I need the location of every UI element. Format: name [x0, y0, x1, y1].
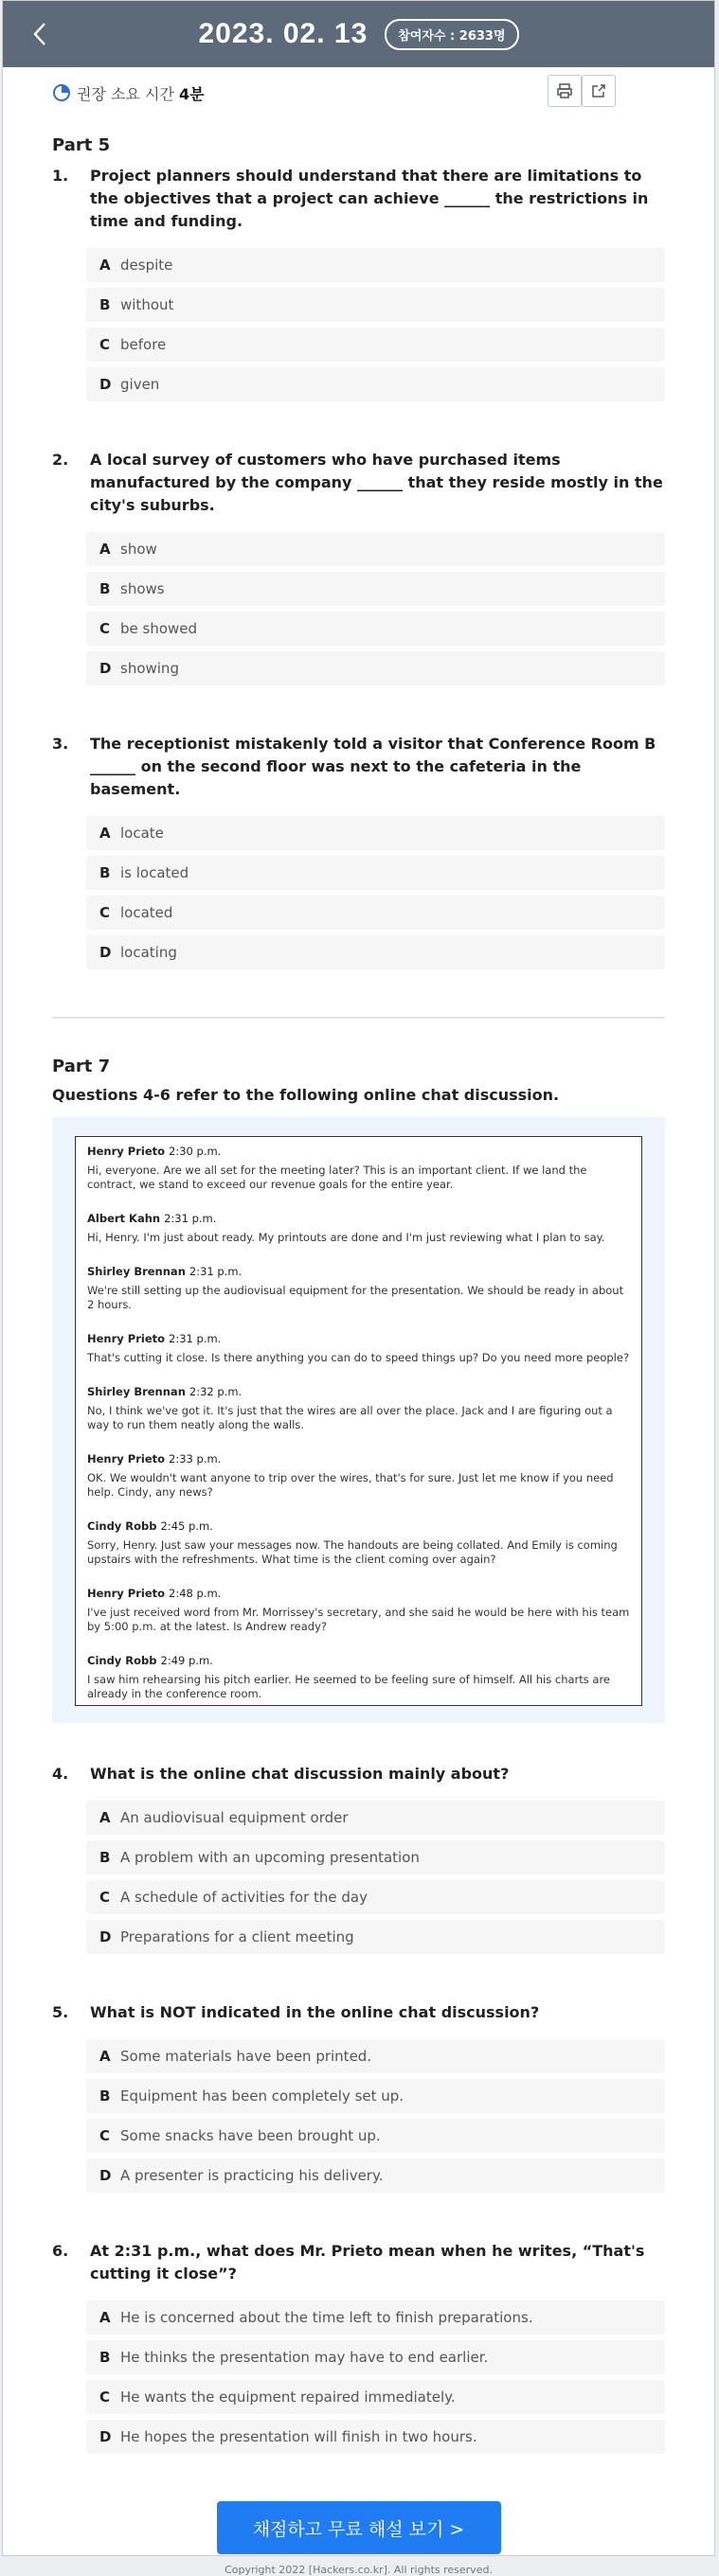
option-letter: C: [99, 2389, 111, 2406]
part5-title: Part 5: [52, 135, 111, 155]
option-text: locate: [120, 825, 164, 842]
chat-sender: [87, 1519, 630, 1534]
option-text: He wants the equipment repaired immediately.: [120, 2389, 456, 2406]
option-text: showing: [120, 660, 179, 677]
option-letter: C: [99, 336, 111, 353]
back-button[interactable]: [24, 15, 56, 53]
message-time: 2:31 p.m.: [189, 1265, 243, 1278]
option-text: located: [120, 904, 173, 921]
question-body: Project planners should understand that there are limitations to the objectives that a project can achieve ______ the restrictions in time and funding.: [90, 167, 649, 230]
sender-name: Henry Prieto: [87, 1452, 166, 1466]
chat-message: [87, 1587, 630, 1634]
chat-sender: [87, 1654, 630, 1668]
message-text: No, I think we've got it. It's just that the wires are all over the place. Jack and I are figuring out a way to run them neatly along the walls.: [87, 1404, 613, 1431]
option-c[interactable]: [86, 896, 665, 930]
question-text: [52, 2240, 665, 2285]
sender-name: Shirley Brennan: [87, 1265, 186, 1278]
sender-name: Henry Prieto: [87, 1587, 166, 1600]
message-time: 2:32 p.m.: [189, 1385, 243, 1398]
question-text: [52, 449, 665, 517]
message-text: We're still setting up the audiovisual equipment for the presentation. We should be ready in about 2 hours.: [87, 1284, 624, 1311]
chat-message: [87, 1332, 630, 1365]
option-text: He is concerned about the time left to finish preparations.: [120, 2309, 533, 2326]
question-2: [52, 449, 665, 685]
option-letter: D: [99, 1928, 112, 1945]
question-text: [52, 165, 665, 233]
option-d[interactable]: [86, 2420, 665, 2454]
question-1: [52, 165, 665, 401]
option-letter: D: [99, 944, 112, 961]
chat-message: [87, 1145, 630, 1192]
option-letter: C: [99, 620, 111, 637]
option-b[interactable]: [86, 856, 665, 890]
option-text: be showed: [120, 620, 198, 637]
option-text: A presenter is practicing his delivery.: [120, 2167, 384, 2184]
share-icon: [590, 82, 607, 99]
message-time: 2:49 p.m.: [160, 1654, 213, 1667]
question-number: 4.: [52, 1765, 69, 1783]
option-text: Some materials have been printed.: [120, 2048, 372, 2065]
header-bar: [3, 1, 714, 67]
chat-message: [87, 1452, 630, 1500]
question-body: What is NOT indicated in the online chat discussion?: [90, 2003, 540, 2021]
message-time: 2:31 p.m.: [169, 1332, 222, 1345]
option-b[interactable]: [86, 1840, 665, 1874]
option-text: is located: [120, 864, 189, 881]
question-text: [52, 1763, 665, 1785]
option-text: Some snacks have been brought up.: [120, 2127, 381, 2144]
chat-message: [87, 1519, 630, 1567]
sender-name: Albert Kahn: [87, 1212, 161, 1225]
question-body: At 2:31 p.m., what does Mr. Prieto mean when he writes, “That's cutting it close”?: [90, 2242, 645, 2283]
option-c[interactable]: [86, 2119, 665, 2153]
option-a[interactable]: [86, 248, 665, 282]
message-time: 2:31 p.m.: [164, 1212, 217, 1225]
option-d[interactable]: [86, 2159, 665, 2193]
question-3: [52, 733, 665, 969]
chat-message: [87, 1654, 630, 1701]
option-b[interactable]: [86, 572, 665, 606]
option-text: An audiovisual equipment order: [120, 1809, 349, 1826]
option-letter: A: [99, 1809, 111, 1826]
option-letter: D: [99, 660, 112, 677]
message-text: That's cutting it close. Is there anything you can do to speed things up? Do you need more people?: [87, 1351, 630, 1364]
message-text: Hi, everyone. Are we all set for the meeting later? This is an important client. If we land the contract, we stand to exceed our revenue goals for the entire year.: [87, 1164, 587, 1191]
chat-message: [87, 1212, 630, 1245]
option-b[interactable]: [86, 288, 665, 322]
chat-sender: [87, 1385, 630, 1399]
option-letter: A: [99, 2309, 111, 2326]
option-d[interactable]: [86, 367, 665, 401]
part7-direction: Questions 4-6 refer to the following online chat discussion.: [52, 1086, 560, 1104]
option-letter: C: [99, 904, 111, 921]
option-letter: D: [99, 2428, 112, 2445]
option-text: without: [120, 296, 174, 313]
question-6: [52, 2240, 665, 2454]
recommended-time: 권장 소요 시간 4분: [77, 84, 205, 103]
option-letter: A: [99, 257, 111, 274]
option-text: Preparations for a client meeting: [120, 1928, 354, 1945]
chevron-left-icon: [31, 22, 48, 46]
chat-message: [87, 1265, 630, 1312]
option-a[interactable]: [86, 816, 665, 850]
question-body: What is the online chat discussion mainly about?: [90, 1765, 510, 1783]
option-a[interactable]: [86, 1801, 665, 1835]
option-letter: B: [99, 580, 111, 597]
question-number: 6.: [52, 2242, 69, 2260]
message-text: I saw him rehearsing his pitch earlier. He seemed to be feeling sure of himself. All his charts are already in the conference room.: [87, 1673, 611, 1700]
print-button[interactable]: [548, 75, 582, 107]
option-text: He thinks the presentation may have to end earlier.: [120, 2349, 489, 2366]
sender-name: Cindy Robb: [87, 1519, 157, 1533]
timer-icon: [52, 83, 71, 102]
option-text: shows: [120, 580, 165, 597]
date-title: 2023. 02. 13: [198, 18, 368, 49]
chat-sender: [87, 1265, 630, 1279]
question-body: The receptionist mistakenly told a visitor that Conference Room B ______ on the second floor was next to the cafeteria in the basement.: [90, 735, 656, 798]
message-time: 2:33 p.m.: [169, 1452, 222, 1466]
recommended-time-row: [52, 67, 665, 118]
option-b[interactable]: [86, 2079, 665, 2113]
quiz-frame: [2, 0, 715, 2576]
option-letter: A: [99, 2048, 111, 2065]
sender-name: Shirley Brennan: [87, 1385, 186, 1398]
chat-sender: [87, 1452, 630, 1466]
chat-sender: [87, 1587, 630, 1601]
question-number: 5.: [52, 2003, 69, 2021]
option-text: He hopes the presentation will finish in two hours.: [120, 2428, 477, 2445]
question-5: [52, 2001, 665, 2193]
passage-container: [52, 1117, 665, 1723]
message-time: 2:45 p.m.: [160, 1519, 213, 1533]
option-d[interactable]: [86, 651, 665, 685]
option-text: despite: [120, 257, 173, 274]
message-text: Hi, Henry. I'm just about ready. My printouts are done and I'm just reviewing what I plan to say.: [87, 1231, 605, 1244]
option-a[interactable]: [86, 2301, 665, 2335]
question-number: 3.: [52, 735, 69, 753]
option-letter: B: [99, 2349, 111, 2366]
option-letter: B: [99, 1849, 111, 1866]
option-a[interactable]: [86, 2039, 665, 2073]
option-letter: D: [99, 376, 112, 393]
submit-button[interactable]: 채점하고 무료 해설 보기 >: [217, 2501, 501, 2554]
option-letter: D: [99, 2167, 112, 2184]
question-text: [52, 733, 665, 801]
print-icon: [556, 82, 573, 99]
message-text: I've just received word from Mr. Morrissey's secretary, and she said he would be here with his team by 5:00 p.m. at the latest. Is Andrew ready?: [87, 1606, 630, 1633]
part7-title: Part 7: [52, 1057, 111, 1076]
option-d[interactable]: [86, 935, 665, 969]
option-letter: C: [99, 2127, 111, 2144]
option-letter: B: [99, 864, 111, 881]
option-a[interactable]: [86, 532, 665, 566]
option-letter: B: [99, 296, 111, 313]
question-number: 1.: [52, 167, 69, 185]
chat-sender: [87, 1332, 630, 1346]
option-text: locating: [120, 944, 177, 961]
option-d[interactable]: [86, 1920, 665, 1954]
question-body: A local survey of customers who have purchased items manufactured by the company ______ that they reside mostly in the city's suburbs.: [90, 451, 663, 514]
chat-sender: [87, 1212, 630, 1226]
sender-name: Cindy Robb: [87, 1654, 157, 1667]
option-text: Equipment has been completely set up.: [120, 2087, 404, 2105]
option-text: A problem with an upcoming presentation: [120, 1849, 420, 1866]
option-c[interactable]: [86, 2380, 665, 2414]
share-button[interactable]: [582, 75, 616, 107]
option-letter: A: [99, 541, 111, 558]
question-4: [52, 1763, 665, 1954]
message-text: Sorry, Henry. Just saw your messages now. The handouts are being collated. And Emily is coming upstairs with the refreshments. What time is the client coming over again?: [87, 1538, 618, 1566]
participant-count-badge: 참여자수 : 2633명: [385, 19, 518, 50]
chat-passage: [75, 1136, 642, 1706]
chat-message: [87, 1385, 630, 1432]
option-letter: C: [99, 1889, 111, 1906]
option-b[interactable]: [86, 2340, 665, 2374]
message-time: 2:30 p.m.: [169, 1145, 222, 1158]
option-c[interactable]: [86, 1880, 665, 1914]
chat-sender: [87, 1145, 630, 1159]
message-text: OK. We wouldn't want anyone to trip over the wires, that's for sure. Just let me know if you need help. Cindy, any news?: [87, 1471, 614, 1499]
copyright: Copyright 2022 [Hackers.co.kr]. All rights reserved.: [225, 2564, 493, 2576]
option-text: show: [120, 541, 157, 558]
option-text: before: [120, 336, 167, 353]
question-text: [52, 2001, 665, 2024]
option-letter: A: [99, 825, 111, 842]
option-text: given: [120, 376, 160, 393]
option-text: A schedule of activities for the day: [120, 1889, 368, 1906]
option-letter: B: [99, 2087, 111, 2105]
option-c[interactable]: [86, 612, 665, 646]
question-number: 2.: [52, 451, 69, 469]
section-divider: [52, 1017, 665, 1019]
sender-name: Henry Prieto: [87, 1332, 166, 1345]
sender-name: Henry Prieto: [87, 1145, 166, 1158]
option-c[interactable]: [86, 328, 665, 362]
message-time: 2:48 p.m.: [169, 1587, 222, 1600]
